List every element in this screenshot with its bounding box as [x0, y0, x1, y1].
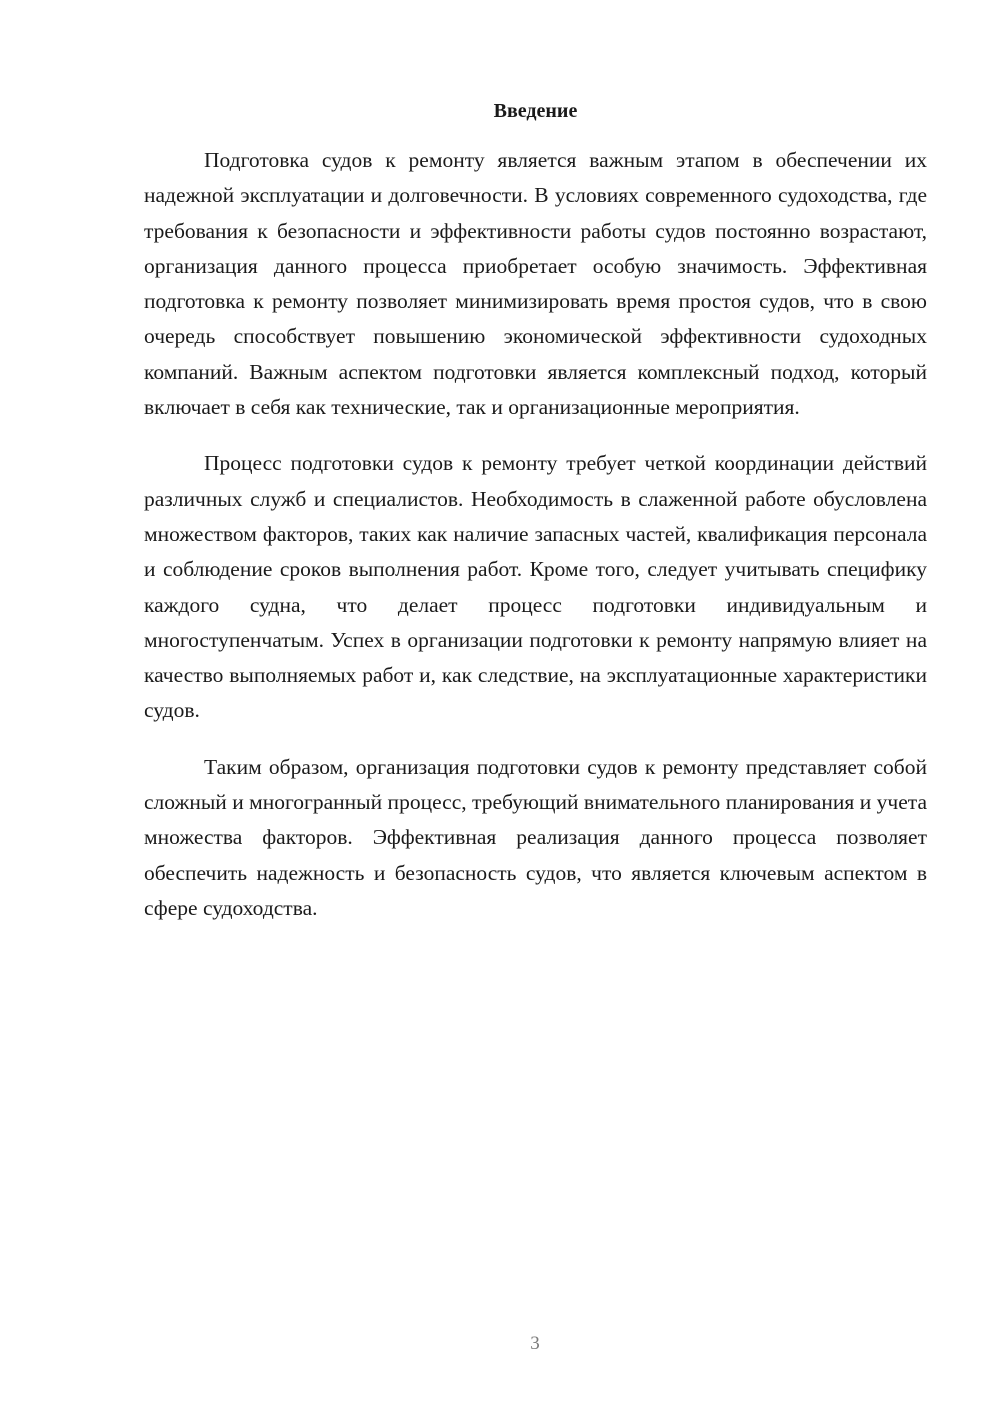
paragraph-1: Подготовка судов к ремонту является важным этапом в обеспечении их надежной эксплуатации и долговечности. В условиях современного судоходства, где требования к безопасности и эффективности работы судов постоянно возрастают, организация данного процесса приобретает особую значимость. Эффективная подготовка к ремонту позволяет минимизировать время простоя судов, что в свою очередь способствует повышению экономической эффективности судоходных компаний. Важным аспектом подготовки является комплексный подход, который включает в себя как технические, так и организационные мероприятия.	[144, 148, 927, 420]
body-text	[144, 143, 927, 947]
section-heading: Введение	[493, 100, 578, 122]
paragraph-3: Таким образом, организация подготовки судов к ремонту представляет собой сложный и многогранный процесс, требующий внимательного планирования и учета множества факторов. Эффективная реализация данного процесса позволяет обеспечить надежность и безопасность судов, что является ключевым аспектом в сфере судоходства.	[144, 754, 927, 920]
page-number: 3	[530, 1333, 540, 1354]
paragraph-2: Процесс подготовки судов к ремонту требует четкой координации действий различных служб и специалистов. Необходимость в слаженной работе обусловлена множеством факторов, таких как наличие запасных частей, квалификация персонала и соблюдение сроков выполнения работ. Кроме того, следует учитывать специфику каждого судна, что делает процесс подготовки индивидуальным и многоступенчатым. Успех в организации подготовки к ремонту напрямую влияет на качество выполняемых работ и, как следствие, на эксплуатационные характеристики судов.	[144, 451, 927, 723]
